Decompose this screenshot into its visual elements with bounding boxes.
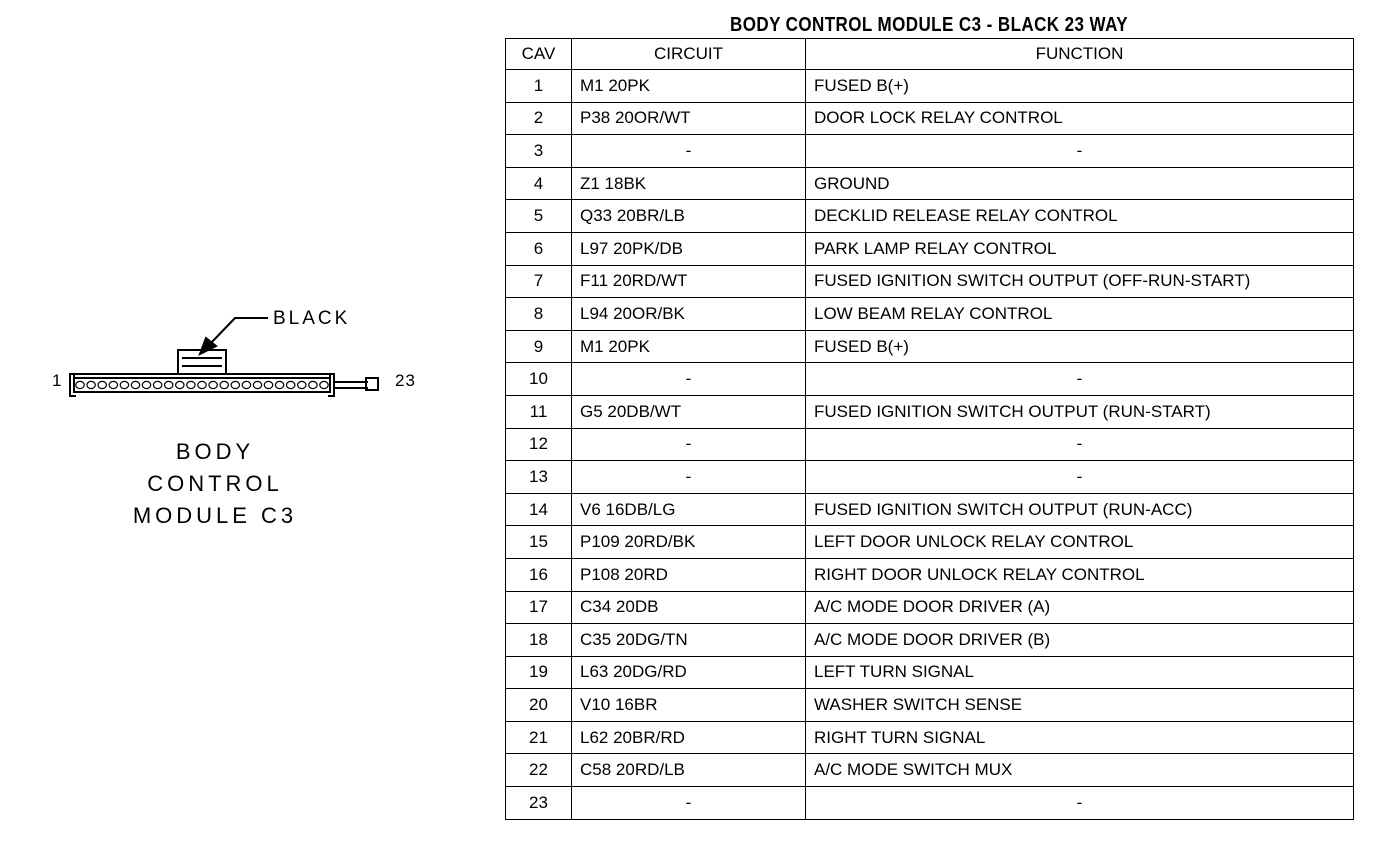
cavity-number-cell: 8 — [506, 298, 572, 331]
function-cell: RIGHT DOOR UNLOCK RELAY CONTROL — [806, 558, 1354, 591]
pin-cavity — [275, 381, 283, 388]
header-function: FUNCTION — [806, 39, 1354, 70]
circuit-cell: L94 20OR/BK — [572, 298, 806, 331]
pin-cavity — [120, 381, 128, 388]
table-row — [506, 721, 1354, 754]
module-caption-line: MODULE C3 — [132, 503, 298, 528]
circuit-cell: - — [572, 461, 806, 494]
pin-cavity — [298, 381, 306, 388]
circuit-cell: M1 20PK — [572, 70, 806, 103]
table-row — [506, 656, 1354, 689]
connector-illustration — [40, 300, 460, 410]
cavity-number-cell: 12 — [506, 428, 572, 461]
circuit-cell: F11 20RD/WT — [572, 265, 806, 298]
table-row — [506, 232, 1354, 265]
function-cell: PARK LAMP RELAY CONTROL — [806, 232, 1354, 265]
connector-cavities — [76, 381, 328, 388]
cavity-number-cell: 19 — [506, 656, 572, 689]
last-pin-number: 23 — [395, 371, 416, 390]
pin-cavity — [253, 381, 261, 388]
table-row — [506, 558, 1354, 591]
table-row — [506, 754, 1354, 787]
table-row — [506, 298, 1354, 331]
function-cell: A/C MODE DOOR DRIVER (A) — [806, 591, 1354, 624]
table-row — [506, 493, 1354, 526]
function-cell: LEFT DOOR UNLOCK RELAY CONTROL — [806, 526, 1354, 559]
circuit-cell: C35 20DG/TN — [572, 624, 806, 657]
function-cell: A/C MODE SWITCH MUX — [806, 754, 1354, 787]
table-row — [506, 70, 1354, 103]
table-row — [506, 591, 1354, 624]
pin-cavity — [87, 381, 95, 388]
pin-cavity — [165, 381, 173, 388]
table-row — [506, 526, 1354, 559]
pin-cavity — [309, 381, 317, 388]
cavity-number-cell: 10 — [506, 363, 572, 396]
table-row — [506, 787, 1354, 820]
function-cell: LOW BEAM RELAY CONTROL — [806, 298, 1354, 331]
circuit-cell: Z1 18BK — [572, 167, 806, 200]
header-circuit: CIRCUIT — [572, 39, 806, 70]
circuit-cell: L63 20DG/RD — [572, 656, 806, 689]
table-row — [506, 689, 1354, 722]
circuit-cell: P109 20RD/BK — [572, 526, 806, 559]
table-row — [506, 428, 1354, 461]
function-cell: - — [806, 135, 1354, 168]
function-cell: FUSED B(+) — [806, 70, 1354, 103]
pinout-table-body — [506, 70, 1354, 820]
pin-cavity — [142, 381, 150, 388]
pin-cavity — [264, 381, 272, 388]
function-cell: RIGHT TURN SIGNAL — [806, 721, 1354, 754]
circuit-cell: - — [572, 428, 806, 461]
first-pin-number: 1 — [52, 371, 63, 390]
pin-cavity — [242, 381, 250, 388]
circuit-cell: L62 20BR/RD — [572, 721, 806, 754]
cavity-number-cell: 16 — [506, 558, 572, 591]
cavity-number-cell: 13 — [506, 461, 572, 494]
function-cell: GROUND — [806, 167, 1354, 200]
cavity-number-cell: 3 — [506, 135, 572, 168]
module-caption-line: CONTROL — [147, 471, 283, 496]
pin-cavity — [187, 381, 195, 388]
circuit-cell: P38 20OR/WT — [572, 102, 806, 135]
cavity-number-cell: 14 — [506, 493, 572, 526]
table-row — [506, 461, 1354, 494]
header-cav: CAV — [506, 39, 572, 70]
circuit-cell: M1 20PK — [572, 330, 806, 363]
function-cell: FUSED IGNITION SWITCH OUTPUT (RUN-ACC) — [806, 493, 1354, 526]
pin-cavity — [76, 381, 84, 388]
circuit-cell: V6 16DB/LG — [572, 493, 806, 526]
circuit-cell: G5 20DB/WT — [572, 395, 806, 428]
function-cell: DECKLID RELEASE RELAY CONTROL — [806, 200, 1354, 233]
module-caption — [110, 436, 320, 532]
table-row — [506, 200, 1354, 233]
function-cell: A/C MODE DOOR DRIVER (B) — [806, 624, 1354, 657]
function-cell: - — [806, 461, 1354, 494]
function-cell: - — [806, 787, 1354, 820]
table-header-row — [506, 39, 1354, 70]
cavity-number-cell: 22 — [506, 754, 572, 787]
cavity-number-cell: 2 — [506, 102, 572, 135]
cavity-number-cell: 23 — [506, 787, 572, 820]
pin-cavity — [231, 381, 239, 388]
table-title: BODY CONTROL MODULE C3 - BLACK 23 WAY — [730, 14, 1128, 36]
table-row — [506, 135, 1354, 168]
pin-cavity — [320, 381, 328, 388]
circuit-cell: L97 20PK/DB — [572, 232, 806, 265]
cavity-number-cell: 1 — [506, 70, 572, 103]
pin-cavity — [176, 381, 184, 388]
circuit-cell: V10 16BR — [572, 689, 806, 722]
connector-color-label: BLACK — [273, 308, 351, 329]
module-caption-line: BODY — [175, 439, 255, 464]
table-row — [506, 624, 1354, 657]
function-cell: FUSED IGNITION SWITCH OUTPUT (RUN-START) — [806, 395, 1354, 428]
circuit-cell: P108 20RD — [572, 558, 806, 591]
cavity-number-cell: 17 — [506, 591, 572, 624]
table-row — [506, 265, 1354, 298]
table-row — [506, 395, 1354, 428]
pin-cavity — [98, 381, 106, 388]
function-cell: - — [806, 363, 1354, 396]
table-row — [506, 167, 1354, 200]
circuit-cell: - — [572, 135, 806, 168]
cavity-number-cell: 9 — [506, 330, 572, 363]
pin-cavity — [153, 381, 161, 388]
function-cell: DOOR LOCK RELAY CONTROL — [806, 102, 1354, 135]
cavity-number-cell: 6 — [506, 232, 572, 265]
pin-cavity — [198, 381, 206, 388]
function-cell: LEFT TURN SIGNAL — [806, 656, 1354, 689]
circuit-cell: - — [572, 787, 806, 820]
cavity-number-cell: 20 — [506, 689, 572, 722]
circuit-cell: Q33 20BR/LB — [572, 200, 806, 233]
pin-cavity — [220, 381, 228, 388]
table-row — [506, 363, 1354, 396]
cavity-number-cell: 7 — [506, 265, 572, 298]
pin-cavity — [209, 381, 217, 388]
connector-body — [70, 374, 378, 396]
pinout-table — [505, 38, 1354, 820]
cavity-number-cell: 11 — [506, 395, 572, 428]
pin-cavity — [131, 381, 139, 388]
cavity-number-cell: 15 — [506, 526, 572, 559]
circuit-cell: C58 20RD/LB — [572, 754, 806, 787]
function-cell: - — [806, 428, 1354, 461]
pin-cavity — [109, 381, 117, 388]
table-row — [506, 102, 1354, 135]
circuit-cell: - — [572, 363, 806, 396]
function-cell: FUSED IGNITION SWITCH OUTPUT (OFF-RUN-START) — [806, 265, 1354, 298]
table-row — [506, 330, 1354, 363]
circuit-cell: C34 20DB — [572, 591, 806, 624]
cavity-number-cell: 4 — [506, 167, 572, 200]
cavity-number-cell: 5 — [506, 200, 572, 233]
cavity-number-cell: 21 — [506, 721, 572, 754]
function-cell: FUSED B(+) — [806, 330, 1354, 363]
color-leader-arrow — [200, 318, 268, 354]
cavity-number-cell: 18 — [506, 624, 572, 657]
pin-cavity — [287, 381, 295, 388]
function-cell: WASHER SWITCH SENSE — [806, 689, 1354, 722]
